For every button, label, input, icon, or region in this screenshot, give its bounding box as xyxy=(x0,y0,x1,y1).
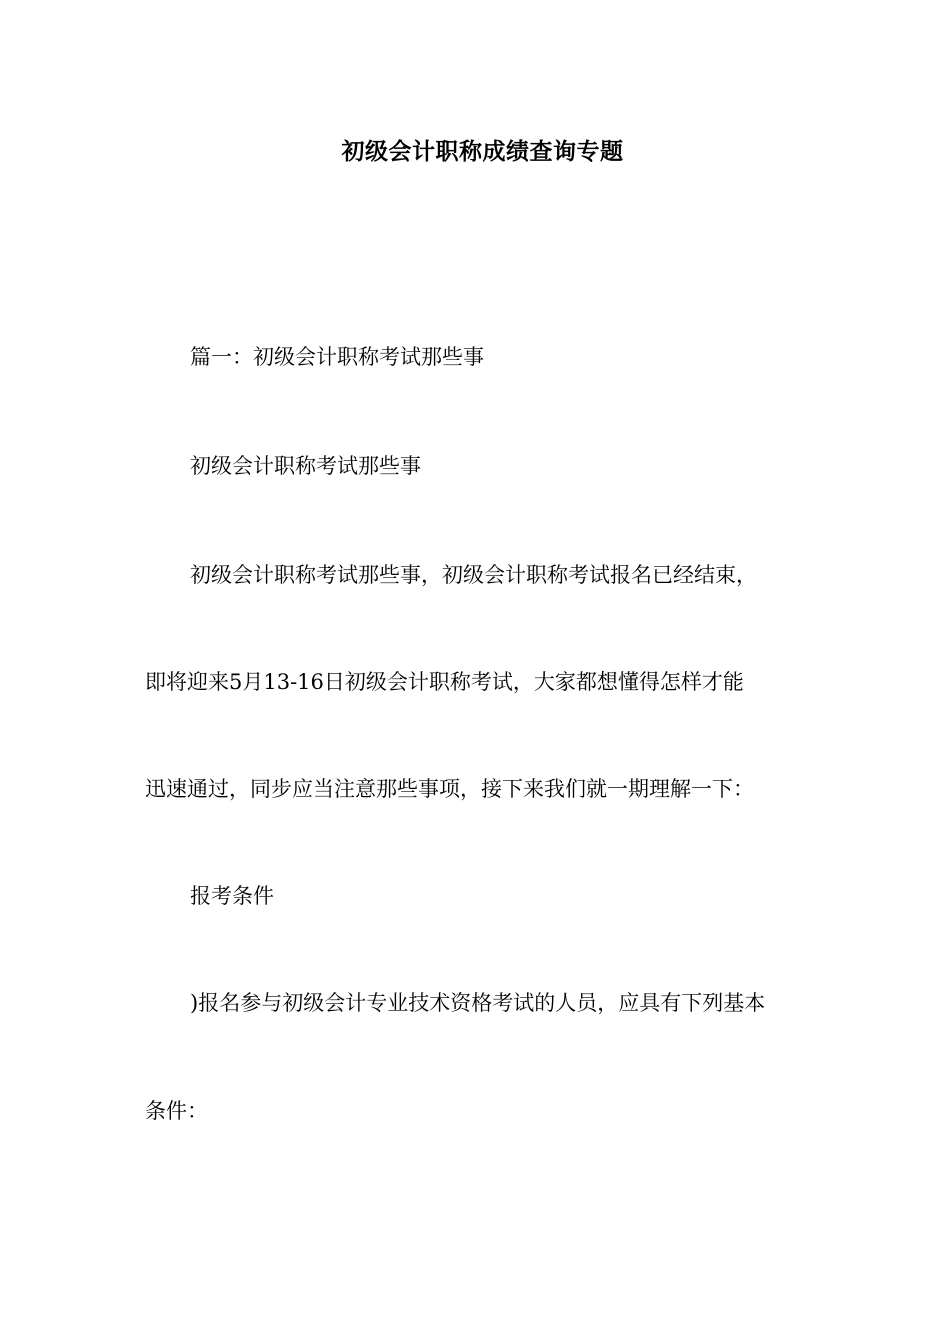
paragraph-line: 迅速通过，同步应当注意那些事项，接下来我们就一期理解一下： xyxy=(145,777,754,801)
section-label: 报考条件 xyxy=(190,884,274,908)
section-heading: 篇一：初级会计职称考试那些事 xyxy=(190,345,484,369)
paragraph-line: 初级会计职称考试那些事，初级会计职称考试报名已经结束， xyxy=(190,563,757,587)
paragraph-line: )报名参与初级会计专业技术资格考试的人员，应具有下列基本 xyxy=(190,991,766,1015)
document-title: 初级会计职称成绩查询专题 xyxy=(341,139,624,165)
subheading: 初级会计职称考试那些事 xyxy=(190,454,421,478)
paragraph-line: 条件： xyxy=(145,1099,208,1123)
paragraph-line: 即将迎来5月13-16日初级会计职称考试，大家都想懂得怎样才能 xyxy=(145,670,744,694)
